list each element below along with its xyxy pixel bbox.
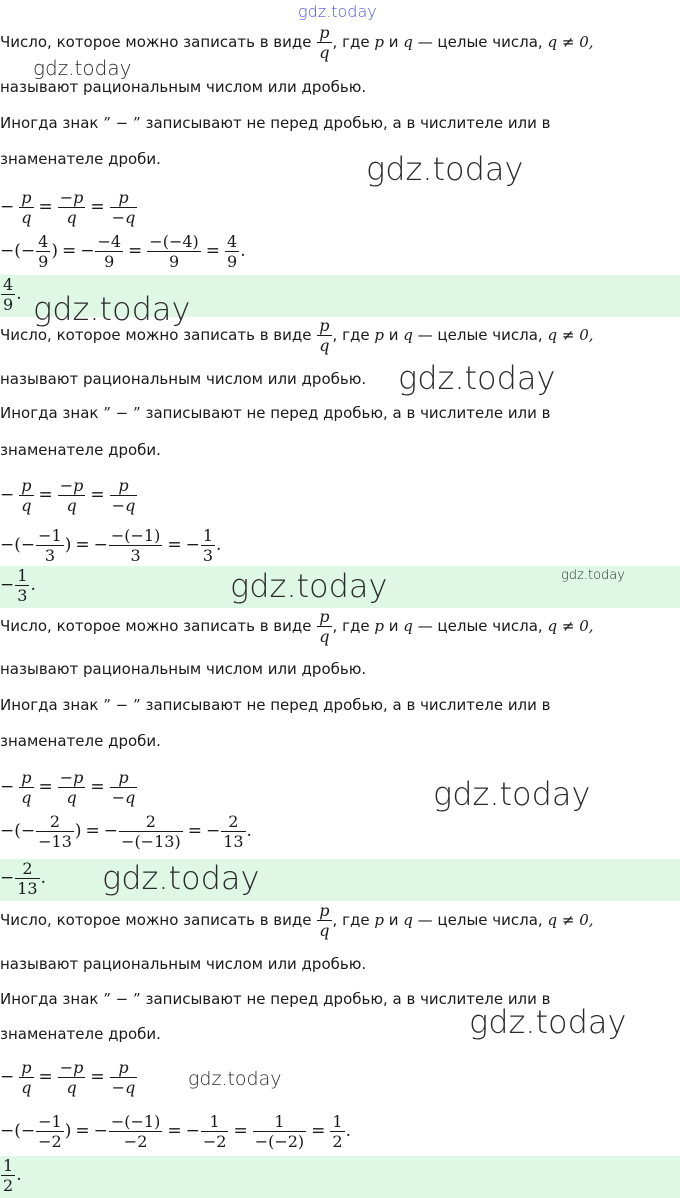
sign-rule-formula: − $\frac{p}{q}$ = $\frac{-p}{q}$ = $\frac{p}{-q}$: [0, 1058, 136, 1097]
watermark: gdz.today: [433, 775, 591, 813]
watermark: gdz.today: [469, 1003, 627, 1041]
watermark: gdz.today: [561, 568, 625, 583]
answer-value: − $\frac{1}{3}$ .: [0, 566, 36, 605]
sign-rule-formula: − $\frac{p}{q}$ = $\frac{-p}{q}$ = $\frac{p}{-q}$: [0, 476, 136, 515]
answer-value: − $\frac{2}{13}$ .: [0, 859, 47, 898]
watermark: gdz.today: [102, 859, 260, 897]
theory-line-4: знаменателе дроби.: [0, 150, 161, 168]
theory-line-1: Число, которое можно записать в виде $\frac{p}{q}$ , где p и q — целые числа, q ≠ 0,: [0, 901, 594, 940]
watermark: gdz.today: [398, 359, 556, 397]
answer-band: [0, 1156, 680, 1198]
theory-line-1: Число, которое можно записать в виде $\frac{p}{q}$ , где p и q — целые числа, q ≠ 0,: [0, 23, 594, 62]
example-equation: −(− $\frac{-1}{-2}$ ) = − $\frac{-(-1)}{-2}$ = − $\frac{1}{-2}$ = $\frac{1}{-(-2)}$ = $\frac{1}{2}$ .: [0, 1112, 352, 1151]
theory-line-2: называют рациональным числом или дробью.: [0, 660, 367, 678]
example-equation: −(− $\frac{-1}{3}$ ) = − $\frac{-(-1)}{3}$ = − $\frac{1}{3}$ .: [0, 526, 222, 565]
theory-line-3: Иногда знак ” − ” записывают не перед дробью, а в числителе или в: [0, 114, 551, 132]
example-equation: −(− $\frac{2}{-13}$ ) = − $\frac{2}{-(-13)}$ = − $\frac{2}{13}$ .: [0, 812, 252, 851]
fraction-p-over-q: $\frac{p}{q}$: [319, 23, 330, 62]
theory-line-3: Иногда знак ” − ” записывают не перед дробью, а в числителе или в: [0, 990, 551, 1008]
watermark: gdz.today: [188, 1068, 282, 1090]
answer-value: $\frac{1}{2}$ .: [3, 1156, 22, 1195]
watermark: gdz.today: [298, 2, 377, 21]
theory-line-2: называют рациональным числом или дробью.: [0, 955, 367, 973]
sign-rule-formula: − $\frac{p}{q}$ = $\frac{-p}{q}$ = $\frac{p}{-q}$: [0, 188, 136, 227]
watermark: gdz.today: [230, 567, 388, 605]
sign-rule-formula: − $\frac{p}{q}$ = $\frac{-p}{q}$ = $\frac{p}{-q}$: [0, 768, 136, 807]
watermark: gdz.today: [33, 56, 132, 80]
theory-line-2: называют рациональным числом или дробью.: [0, 370, 367, 388]
theory-line-1: Число, которое можно записать в виде $\frac{p}{q}$ , где p и q — целые числа, q ≠ 0,: [0, 316, 594, 355]
theory-line-3: Иногда знак ” − ” записывают не перед дробью, а в числителе или в: [0, 696, 551, 714]
answer-value: $\frac{4}{9}$ .: [3, 275, 22, 314]
theory-line-4: знаменателе дроби.: [0, 441, 161, 459]
theory-line-3: Иногда знак ” − ” записывают не перед дробью, а в числителе или в: [0, 404, 551, 422]
theory-line-2: называют рациональным числом или дробью.: [0, 78, 367, 96]
theory-line-4: знаменателе дроби.: [0, 732, 161, 750]
watermark: gdz.today: [33, 290, 191, 328]
watermark: gdz.today: [366, 150, 524, 188]
theory-line-1: Число, которое можно записать в виде $\frac{p}{q}$ , где p и q — целые числа, q ≠ 0,: [0, 607, 594, 646]
example-equation: −(− $\frac{4}{9}$ ) = − $\frac{-4}{9}$ = $\frac{-(-4)}{9}$ = $\frac{4}{9}$ .: [0, 232, 246, 271]
theory-line-4: знаменателе дроби.: [0, 1025, 161, 1043]
